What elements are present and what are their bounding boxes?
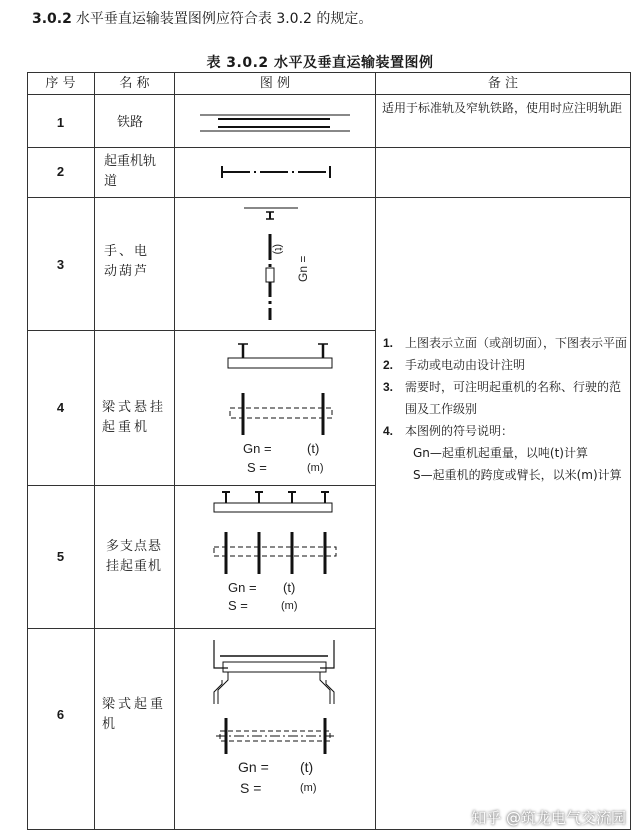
table-caption: 表 3.0.2 水平及垂直运输装置图例	[206, 55, 434, 71]
row-number: 3	[56, 257, 65, 272]
legend-gn-label: Gn =	[243, 441, 272, 456]
section-heading-text: 水平垂直运输装置图例应符合表 3.0.2 的规定。	[75, 11, 373, 27]
legend-s-label: S =	[247, 460, 267, 475]
remark-number: 1.	[383, 336, 394, 350]
remark-text: 需要时，可注明起重机的名称、行驶的范围及工作级别	[405, 380, 622, 416]
remark-subnote: S—起重机的跨度或臂长，以米(m)计算	[413, 468, 622, 482]
beam-suspension-crane-symbol	[228, 344, 332, 435]
legend-s-unit: (m)	[281, 600, 298, 612]
hoist-label-bottom: Gn =	[296, 255, 310, 282]
row-note: 适用于标准轨及窄轨铁路，使用时应注明轨距	[382, 101, 623, 115]
header-legend: 图 例	[259, 76, 291, 91]
remark-item	[383, 376, 627, 420]
legend-gn-label: Gn =	[238, 759, 269, 775]
header-number: 序 号	[45, 76, 76, 91]
row-name: 铁路	[117, 115, 144, 130]
remark-item	[383, 354, 627, 376]
remark-number: 2.	[383, 358, 394, 372]
legend-gn-unit: (t)	[283, 580, 296, 595]
remark-text: 手动或电动由设计注明	[405, 358, 526, 372]
legend-gn-unit: (t)	[307, 441, 320, 456]
row-name: 多支点悬挂起重机	[106, 539, 163, 574]
railway-symbol	[200, 115, 350, 131]
remark-text: 上图表示立面（或剖切面），下图表示平面	[405, 336, 628, 350]
header-name: 名 称	[119, 76, 150, 91]
remark-number: 4.	[383, 424, 394, 438]
row-name: 梁式悬挂起重机	[102, 400, 167, 435]
row-name: 手、电动葫芦	[104, 244, 150, 279]
row-name: 起重机轨道	[104, 154, 157, 189]
hoist-symbol	[244, 208, 298, 320]
remark-subnote: Gn—起重机起重量，以吨(t)计算	[413, 446, 588, 460]
header-remarks: 备 注	[487, 76, 519, 91]
multi-support-crane-symbol	[214, 492, 336, 574]
legend-s-unit: (m)	[307, 462, 324, 474]
row-number: 5	[56, 549, 65, 564]
row-number: 2	[56, 164, 65, 179]
legend-s-unit: (m)	[300, 782, 317, 794]
crane-track-symbol	[222, 166, 330, 178]
row-number: 4	[56, 400, 65, 415]
beam-crane-symbol	[214, 640, 336, 754]
legend-s-label: S =	[228, 598, 248, 613]
legend-gn-unit: (t)	[300, 759, 314, 775]
section-number: 3.0.2	[32, 11, 72, 27]
row-number: 1	[56, 115, 65, 130]
watermark: 知乎 @筑龙电气交流园	[471, 809, 626, 827]
remark-number: 3.	[383, 380, 394, 394]
legend-gn-label: Gn =	[228, 580, 257, 595]
remark-item	[383, 420, 627, 442]
legend-s-label: S =	[240, 780, 262, 796]
shared-remarks	[383, 332, 627, 486]
remark-text: 本图例的符号说明：	[405, 424, 514, 438]
row-number: 6	[56, 707, 65, 722]
hoist-label-top: (t)	[272, 244, 284, 255]
row-name: 梁式起重机	[102, 697, 167, 732]
remark-item	[383, 332, 627, 354]
